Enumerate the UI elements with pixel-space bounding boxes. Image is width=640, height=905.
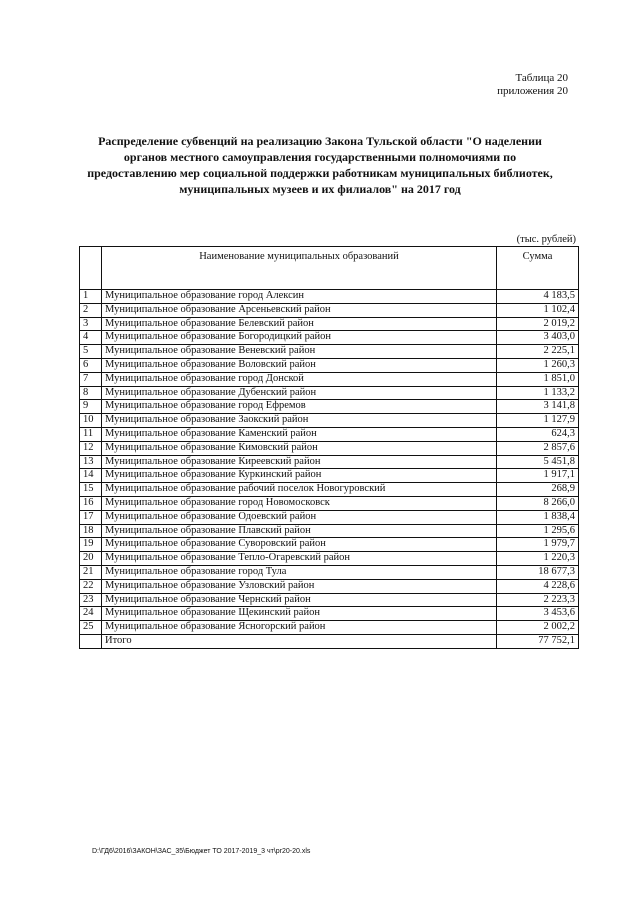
- row-sum-cell: 2 857,6: [497, 441, 579, 455]
- row-number-cell: 4: [80, 331, 102, 345]
- row-name-cell: Муниципальное образование Одоевский район: [102, 510, 497, 524]
- table-row: [80, 607, 579, 621]
- row-name-cell: Муниципальное образование Чернский район: [102, 593, 497, 607]
- row-number-cell: 19: [80, 538, 102, 552]
- table-row: [80, 496, 579, 510]
- row-number-cell: 9: [80, 400, 102, 414]
- row-name-cell: Муниципальное образование Ясногорский район: [102, 621, 497, 635]
- row-number-cell: 10: [80, 414, 102, 428]
- appendix-label: приложения 20: [497, 85, 568, 97]
- header-sum-cell: Сумма: [497, 247, 579, 290]
- row-sum-cell: 3 141,8: [497, 400, 579, 414]
- row-sum-cell: 1 851,0: [497, 372, 579, 386]
- header-num-cell: [80, 247, 102, 290]
- row-sum-cell: 4 183,5: [497, 290, 579, 304]
- row-number-cell: 24: [80, 607, 102, 621]
- row-number-cell: 8: [80, 386, 102, 400]
- row-name-cell: Муниципальное образование Дубенский район: [102, 386, 497, 400]
- table-header-row: [80, 247, 579, 290]
- row-name-cell: Муниципальное образование Плавский район: [102, 524, 497, 538]
- row-sum-cell: 8 266,0: [497, 496, 579, 510]
- row-sum-cell: 4 228,6: [497, 579, 579, 593]
- file-path: D:\ГД6\2016\ЗАКОН\ЗАС_35\Бюджет ТО 2017-2019_3 чт\pr20-20.xls: [92, 848, 311, 855]
- row-sum-cell: 1 979,7: [497, 538, 579, 552]
- table-row: [80, 621, 579, 635]
- row-number-cell: 23: [80, 593, 102, 607]
- table-row: [80, 427, 579, 441]
- row-sum-cell: 3 453,6: [497, 607, 579, 621]
- table-row: [80, 331, 579, 345]
- units-label: (тыс. рублей): [516, 234, 576, 245]
- row-number-cell: 15: [80, 483, 102, 497]
- row-number-cell: 13: [80, 455, 102, 469]
- row-sum-cell: 1 133,2: [497, 386, 579, 400]
- row-number-cell: 14: [80, 469, 102, 483]
- row-number-cell: 17: [80, 510, 102, 524]
- row-number-cell: 18: [80, 524, 102, 538]
- header-name-cell: Наименование муниципальных образований: [102, 247, 497, 290]
- row-number-cell: 3: [80, 317, 102, 331]
- table-row: [80, 538, 579, 552]
- total-sum-cell: 77 752,1: [497, 634, 579, 648]
- table-row: [80, 386, 579, 400]
- table-total-row: [80, 634, 579, 648]
- total-num-cell: [80, 634, 102, 648]
- row-name-cell: Муниципальное образование Заокский район: [102, 414, 497, 428]
- table-reference: [448, 72, 568, 98]
- row-sum-cell: 1 260,3: [497, 358, 579, 372]
- row-number-cell: 12: [80, 441, 102, 455]
- row-name-cell: Муниципальное образование Арсеньевский район: [102, 303, 497, 317]
- row-number-cell: 7: [80, 372, 102, 386]
- table-row: [80, 400, 579, 414]
- table-row: [80, 345, 579, 359]
- table-row: [80, 414, 579, 428]
- table-row: [80, 455, 579, 469]
- row-name-cell: Муниципальное образование город Тула: [102, 565, 497, 579]
- table-row: [80, 290, 579, 304]
- row-sum-cell: 2 225,1: [497, 345, 579, 359]
- table-row: [80, 579, 579, 593]
- row-name-cell: Муниципальное образование Киреевский район: [102, 455, 497, 469]
- row-number-cell: 16: [80, 496, 102, 510]
- row-sum-cell: 624,3: [497, 427, 579, 441]
- document-title: Распределение субвенций на реализацию Закона Тульской области "О наделении органов местного самоуправления государственными полномочиями по предоставлению мер социальной поддержки работникам муниципальных библиотек, муниципальных музеев и их филиалов" на 2017 год: [87, 134, 553, 196]
- table-row: [80, 372, 579, 386]
- row-number-cell: 20: [80, 552, 102, 566]
- row-name-cell: Муниципальное образование Каменский район: [102, 427, 497, 441]
- row-name-cell: Муниципальное образование Щекинский район: [102, 607, 497, 621]
- table-row: [80, 524, 579, 538]
- row-name-cell: Муниципальное образование город Алексин: [102, 290, 497, 304]
- row-number-cell: 22: [80, 579, 102, 593]
- row-sum-cell: 2 019,2: [497, 317, 579, 331]
- table-row: [80, 441, 579, 455]
- table-body: [80, 290, 579, 649]
- row-sum-cell: 2 223,3: [497, 593, 579, 607]
- row-sum-cell: 1 127,9: [497, 414, 579, 428]
- row-sum-cell: 1 917,1: [497, 469, 579, 483]
- row-name-cell: Муниципальное образование город Ефремов: [102, 400, 497, 414]
- row-name-cell: Муниципальное образование Богородицкий район: [102, 331, 497, 345]
- row-name-cell: Муниципальное образование рабочий поселок Новогуровский: [102, 483, 497, 497]
- row-sum-cell: 268,9: [497, 483, 579, 497]
- row-sum-cell: 5 451,8: [497, 455, 579, 469]
- row-name-cell: Муниципальное образование Узловский район: [102, 579, 497, 593]
- table-row: [80, 469, 579, 483]
- table-row: [80, 565, 579, 579]
- table-label: Таблица 20: [515, 72, 568, 84]
- row-number-cell: 1: [80, 290, 102, 304]
- row-name-cell: Муниципальное образование Белевский район: [102, 317, 497, 331]
- row-sum-cell: 1 295,6: [497, 524, 579, 538]
- total-label-cell: Итого: [102, 634, 497, 648]
- row-name-cell: Муниципальное образование Воловский район: [102, 358, 497, 372]
- table-row: [80, 483, 579, 497]
- row-name-cell: Муниципальное образование Суворовский район: [102, 538, 497, 552]
- row-sum-cell: 18 677,3: [497, 565, 579, 579]
- row-sum-cell: 2 002,2: [497, 621, 579, 635]
- row-name-cell: Муниципальное образование Тепло-Огаревский район: [102, 552, 497, 566]
- row-number-cell: 11: [80, 427, 102, 441]
- row-sum-cell: 1 220,3: [497, 552, 579, 566]
- row-sum-cell: 1 838,4: [497, 510, 579, 524]
- row-sum-cell: 3 403,0: [497, 331, 579, 345]
- table-row: [80, 593, 579, 607]
- table-row: [80, 303, 579, 317]
- row-number-cell: 5: [80, 345, 102, 359]
- row-number-cell: 2: [80, 303, 102, 317]
- table-row: [80, 510, 579, 524]
- subsidy-table: [79, 246, 579, 649]
- row-name-cell: Муниципальное образование Веневский район: [102, 345, 497, 359]
- row-sum-cell: 1 102,4: [497, 303, 579, 317]
- row-number-cell: 21: [80, 565, 102, 579]
- row-number-cell: 6: [80, 358, 102, 372]
- row-name-cell: Муниципальное образование Кимовский район: [102, 441, 497, 455]
- row-name-cell: Муниципальное образование город Донской: [102, 372, 497, 386]
- table-row: [80, 358, 579, 372]
- table-row: [80, 317, 579, 331]
- table-row: [80, 552, 579, 566]
- row-number-cell: 25: [80, 621, 102, 635]
- row-name-cell: Муниципальное образование город Новомосковск: [102, 496, 497, 510]
- row-name-cell: Муниципальное образование Куркинский район: [102, 469, 497, 483]
